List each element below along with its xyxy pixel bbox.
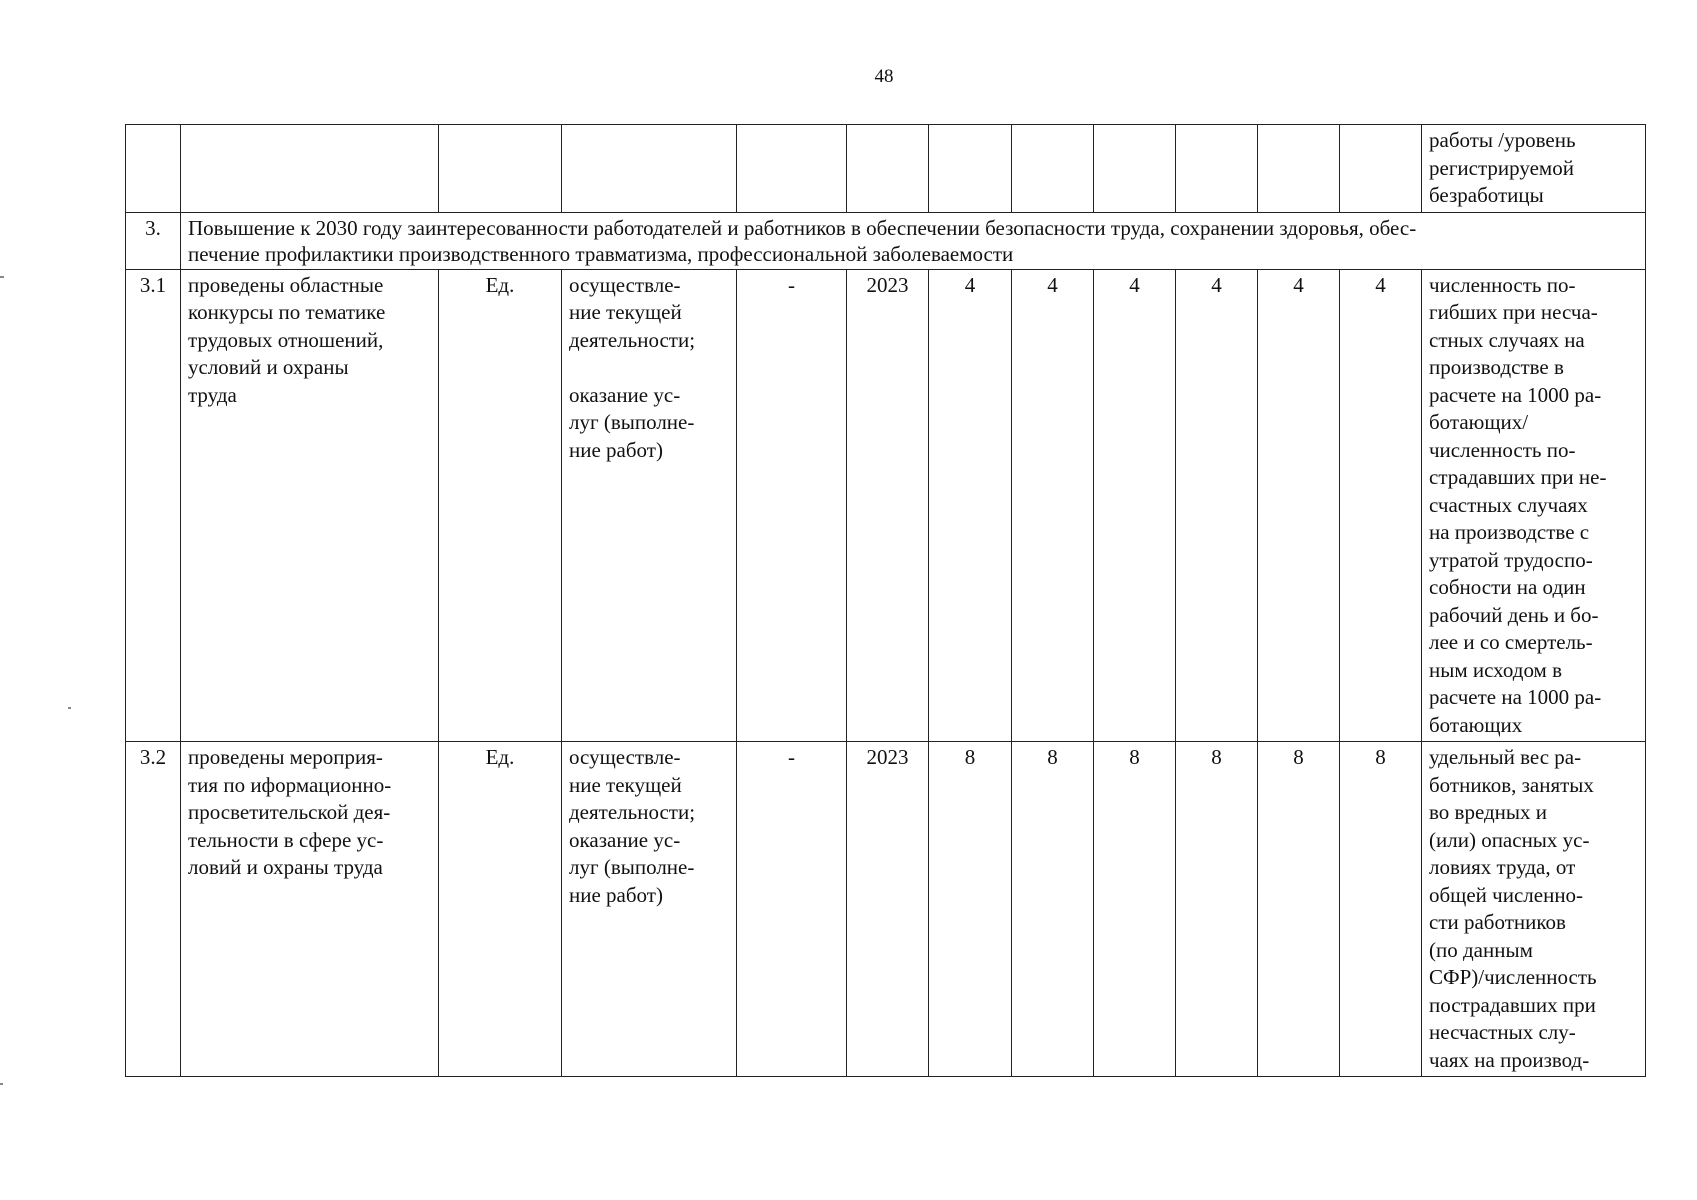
value-cell: 4 bbox=[1176, 269, 1258, 742]
section-row bbox=[126, 212, 1646, 269]
cell-empty bbox=[562, 125, 737, 213]
base-year-cell: 2023 bbox=[847, 269, 929, 742]
value-cell: 4 bbox=[1094, 269, 1176, 742]
cell-empty bbox=[1258, 125, 1340, 213]
value-cell: 8 bbox=[1176, 742, 1258, 1077]
indicator-cell: численность по- гибших при несча- стных случаях на производстве в расчете на 1000 ра- ботающих/ численность по- страдавших при не- счастных случаях на производстве с утратой трудоспо- собности на один рабочий день и бо- лее и со смертель- ным исходом в расчете на 1000 ра- ботающих bbox=[1422, 269, 1646, 742]
cell-empty bbox=[737, 125, 847, 213]
indicator-cell: удельный вес ра- ботников, занятых во вредных и (или) опасных ус- ловиях труда, от общей численно- сти работников (по данным СФР)/численность пострадавших при несчастных слу- чаях на производ- bbox=[1422, 742, 1646, 1077]
scan-speck bbox=[68, 707, 71, 709]
section-title: Повышение к 2030 году заинтересованности работодателей и работников в обеспечении безопасности труда, сохранении здоровья, обес- печение профилактики производственного травматизма, профессиональной заболеваемости bbox=[181, 212, 1646, 269]
value-cell: 4 bbox=[1340, 269, 1422, 742]
cell-empty bbox=[1012, 125, 1094, 213]
base-value-cell: - bbox=[737, 742, 847, 1077]
scan-speck bbox=[0, 276, 4, 278]
table-row bbox=[126, 269, 1646, 742]
cell-empty bbox=[1176, 125, 1258, 213]
value-cell: 8 bbox=[929, 742, 1012, 1077]
section-number: 3. bbox=[126, 212, 181, 269]
scan-speck bbox=[0, 1083, 3, 1085]
cell-empty bbox=[1094, 125, 1176, 213]
base-value-cell: - bbox=[737, 269, 847, 742]
type-cell: осуществле- ние текущей деятельности; оказание ус- луг (выполне- ние работ) bbox=[562, 742, 737, 1077]
table-row-continuation bbox=[126, 125, 1646, 213]
table-row bbox=[126, 742, 1646, 1077]
value-cell: 4 bbox=[1258, 269, 1340, 742]
indicators-table bbox=[125, 124, 1646, 1077]
page-number: 48 bbox=[874, 66, 894, 87]
result-cell: проведены областные конкурсы по тематике трудовых отношений, условий и охраны труда bbox=[181, 269, 439, 742]
row-number: 3.1 bbox=[126, 269, 181, 742]
unit-cell: Ед. bbox=[439, 269, 562, 742]
value-cell: 8 bbox=[1094, 742, 1176, 1077]
result-cell: проведены мероприя- тия по иформационно- просветительской дея- тельности в сфере ус- ловий и охраны труда bbox=[181, 742, 439, 1077]
row-number: 3.2 bbox=[126, 742, 181, 1077]
cell-empty bbox=[181, 125, 439, 213]
type-cell: осуществле- ние текущей деятельности; оказание ус- луг (выполне- ние работ) bbox=[562, 269, 737, 742]
value-cell: 8 bbox=[1340, 742, 1422, 1077]
value-cell: 8 bbox=[1258, 742, 1340, 1077]
indicator-cell: работы /уровень регистрируемой безработицы bbox=[1422, 125, 1646, 213]
value-cell: 4 bbox=[1012, 269, 1094, 742]
value-cell: 4 bbox=[929, 269, 1012, 742]
value-cell: 8 bbox=[1012, 742, 1094, 1077]
cell-empty bbox=[847, 125, 929, 213]
cell-empty bbox=[439, 125, 562, 213]
base-year-cell: 2023 bbox=[847, 742, 929, 1077]
cell-empty bbox=[1340, 125, 1422, 213]
cell-empty bbox=[929, 125, 1012, 213]
cell-empty bbox=[126, 125, 181, 213]
unit-cell: Ед. bbox=[439, 742, 562, 1077]
